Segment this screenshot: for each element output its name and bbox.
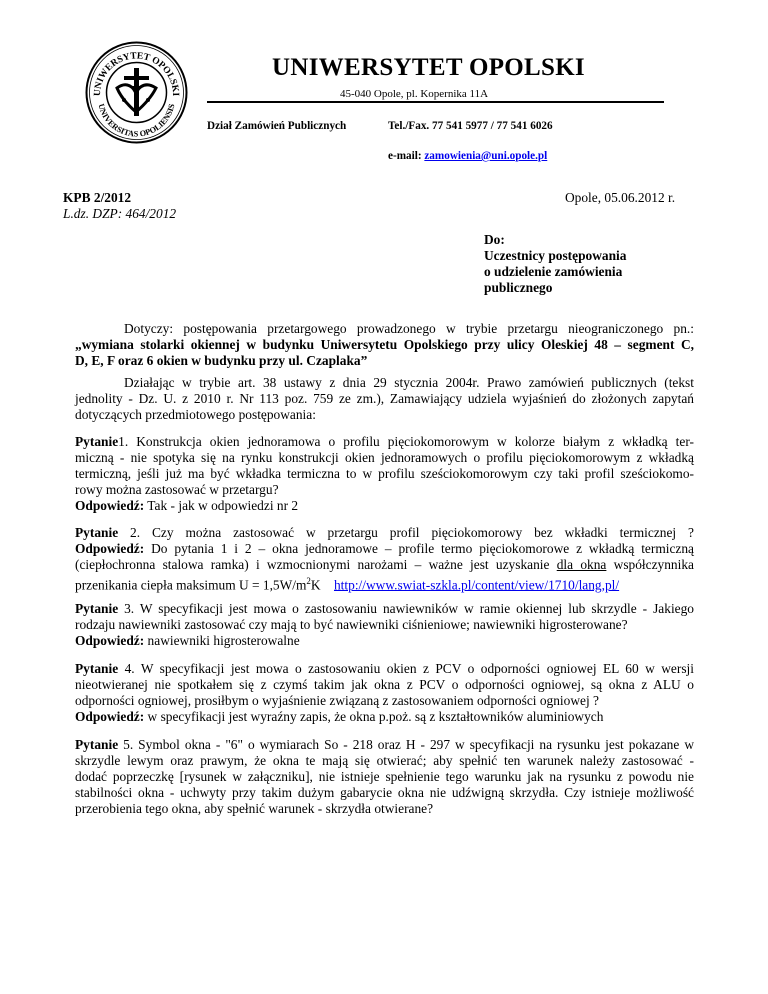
intro-paragraph: [75, 375, 694, 423]
recipient-line: publicznego: [484, 280, 553, 295]
subject-title-line: D, E, F oraz 6 okien w budynku przy ul. Czaplaka”: [75, 353, 368, 368]
question-3: [75, 601, 694, 649]
question-line: termiczną, jeśli już ma być wkładka termiczna to w profilu sześciokomorowym czy taki profil sześciokomo-: [75, 466, 694, 481]
answer-label: Odpowiedź:: [75, 498, 145, 513]
answer-line: Odpowiedź: Do pytania 1 i 2 – okna jednoramowe – profile termo pięciokomorowe z wkładką termiczną: [75, 541, 694, 556]
university-name: UNIWERSYTET OPOLSKI: [272, 54, 585, 81]
email-row: [388, 150, 547, 162]
question-1: [75, 434, 694, 514]
question-line: Pytanie1. Konstrukcja okien jednoramowa o profilu pięciokomorowym w kolorze białym z wkładką ter-: [75, 434, 694, 449]
question-line: stabilności okna - uchwyty przy takim dużym gabarycie okna nie udźwigną skrzydła. Czy istnieje możliwość: [75, 785, 694, 800]
question-label: Pytanie: [75, 661, 119, 676]
svg-text:UNIVERSITAS OPOLIENSIS: UNIVERSITAS OPOLIENSIS: [96, 102, 177, 139]
question-5: [75, 737, 694, 817]
intro-line: Działając w trybie art. 38 ustawy z dnia 29 stycznia 2004r. Prawo zamówień publicznych (tekst: [124, 375, 694, 390]
question-label: Pytanie: [75, 601, 119, 616]
department-name: Dział Zamówień Publicznych: [207, 120, 347, 132]
answer-line: Odpowiedź: w specyfikacji jest wyraźny zapis, że okna p.poż. są z kształtowników aluminiowych: [75, 709, 604, 724]
question-line: Pytanie 3. W specyfikacji jest mowa o zastosowaniu nawiewników w ramie okiennej lub skrzydle - Jakiego: [75, 601, 694, 616]
question-line: rowy można zastosować w przetargu?: [75, 482, 279, 497]
recipient-line: o udzielenie zamówienia: [484, 264, 623, 279]
answer-label: Odpowiedź:: [75, 541, 145, 556]
header-divider: [207, 101, 664, 103]
subject-line: Dotyczy: postępowania przetargowego prowadzonego w trybie przetargu nieograniczonego pn.:: [124, 321, 694, 336]
question-label: Pytanie: [75, 525, 119, 540]
reference-link[interactable]: http://www.swiat-szkla.pl/content/view/1710/lang,pl/: [333, 577, 620, 593]
question-2: [75, 525, 694, 593]
question-label: Pytanie: [75, 434, 119, 449]
reference-block: [63, 190, 176, 222]
university-seal-logo: [84, 40, 189, 145]
case-number: KPB 2/2012: [63, 190, 132, 205]
university-address: 45-040 Opole, pl. Kopernika 11A: [340, 88, 489, 100]
question-line: rodzaju nawiewniki zastosować czy mają to być nawiewniki ciśnieniowe; nawiewniki higrosterowane?: [75, 617, 628, 632]
subject-title-line: „wymiana stolarki okiennej w budynku Uniwersytetu Opolskiego przy ulicy Oleskiej 48 – segment C,: [75, 337, 694, 352]
answer-line: przenikania ciepła maksimum $U = 1,5W/m^2K$ http://www.swiat-szkla.pl/content/view/1710/lang,pl/: [75, 576, 620, 593]
question-line: dodać poprzeczkę [rysunek w załączniku], nie istnieje spełnienie tego warunku jak na rysunku z powodu nie: [75, 769, 694, 784]
recipient-line: Uczestnicy postępowania: [484, 248, 627, 263]
question-line: przerobienia tego okna, aby spełnić warunek - skrzydła otwierane?: [75, 801, 434, 816]
question-4: [75, 661, 694, 725]
question-line: odporności ogniowej, prosiłbym o wyjaśnienie związaną z zastosowaniem odporności ogniowej ?: [75, 693, 599, 708]
letter-date: Opole, 05.06.2012 r.: [565, 190, 676, 205]
intro-line: jednolity - Dz. U. z 2010 r. Nr 113 poz. 759 ze zm.), Zamawiający udziela wyjaśnień do złożonych zapytań: [75, 391, 694, 406]
svg-text:UNIWERSYTET OPOLSKI: UNIWERSYTET OPOLSKI: [92, 51, 181, 97]
answer-label: Odpowiedź:: [75, 633, 145, 648]
question-line: Pytanie 2. Czy można zastosować w przetargu profil pięciokomorowy bez wkładki termicznej ?: [75, 525, 694, 540]
email-link[interactable]: zamowienia@uni.opole.pl: [424, 150, 548, 162]
answer-line: (ciepłochronna stalowa ramka) i wzmocnionymi narożami – ważne jest uzyskanie dla okna współczynnika: [75, 557, 694, 572]
subject-paragraph: [75, 321, 694, 369]
answer-label: Odpowiedź:: [75, 709, 145, 724]
question-line: Pytanie 5. Symbol okna - "6" o wymiarach So - 218 oraz H - 297 w specyfikacji na rysunku jest pokazane w: [75, 737, 694, 752]
intro-line: dotyczących przedmiotowego postępowania:: [75, 407, 316, 422]
question-line: nieotwieranej nie spotkałem się z czymś takim jak okna z PCV o odporności ogniowej, są okna z ALU o: [75, 677, 694, 692]
recipient-block: [484, 232, 626, 296]
question-line: skrzydle lewym oraz prawym, że okna te mają się otwierać; aby spełnić ten warunek należy zastosować -: [75, 753, 694, 768]
ldz-number: L.dz. DZP: 464/2012: [63, 206, 177, 221]
email-label: e-mail:: [388, 150, 425, 162]
question-line: Pytanie 4. W specyfikacji jest mowa o zastosowaniu okien z PCV o odporności ogniowej EL 60 w wersji: [75, 661, 694, 676]
answer-line: Odpowiedź: Tak - jak w odpowiedzi nr 2: [75, 498, 299, 513]
question-label: Pytanie: [75, 737, 119, 752]
phone-fax: Tel./Fax. 77 541 5977 / 77 541 6026: [388, 120, 553, 132]
answer-line: Odpowiedź: nawiewniki higrosterowalne: [75, 633, 300, 648]
question-line: miczną - nie spotyka się na rynku konstrukcji okien jednoramowych o profilu pięciokomorowym z wkładką: [75, 450, 694, 465]
recipient-line: Do:: [484, 232, 505, 247]
